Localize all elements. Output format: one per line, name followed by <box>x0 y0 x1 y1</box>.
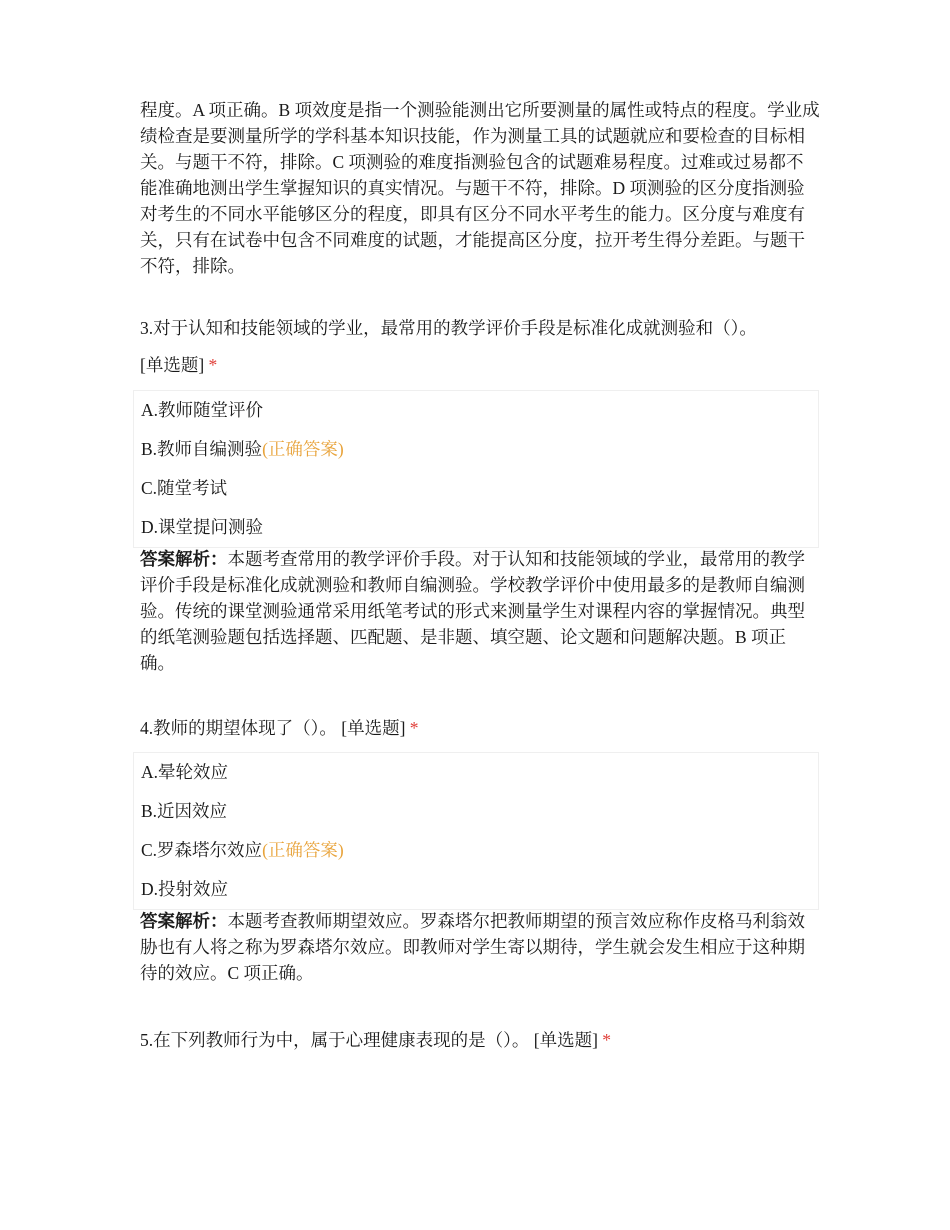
correct-answer-tag: (正确答案) <box>262 840 344 860</box>
question-3-type <box>140 352 830 378</box>
option-b[interactable] <box>134 792 818 831</box>
option-text: B.教师自编测验 <box>141 439 263 459</box>
option-text: C.罗森塔尔效应 <box>141 840 263 860</box>
required-marker: * <box>208 355 218 375</box>
option-text: B.近因效应 <box>141 801 228 821</box>
option-a[interactable] <box>134 391 818 430</box>
option-text: C.随堂考试 <box>141 478 228 498</box>
required-marker: * <box>409 718 419 738</box>
correct-answer-tag: (正确答案) <box>262 439 344 459</box>
option-c[interactable] <box>134 469 818 508</box>
question-3-analysis <box>140 546 820 676</box>
question-4-analysis <box>140 908 820 986</box>
question-type-label: [单选题] <box>140 355 205 375</box>
option-d[interactable] <box>134 870 818 909</box>
option-c[interactable] <box>134 831 818 870</box>
option-text: A.教师随堂评价 <box>141 400 264 420</box>
previous-analysis-continuation: 程度。A 项正确。B 项效度是指一个测验能测出它所要测量的属性或特点的程度。学业成绩检查是要测量所学的学科基本知识技能，作为测量工具的试题就应和要检查的目标相关。与题干不符，排除。C 项测验的难度指测验包含的试题难易程度。过难或过易都不能准确地测出学生掌握知识的真实情况。与题干不符，排除。D 项测验的区分度指测验对考生的不同水平能够区分的程度，即具有区分不同水平考生的能力。区分度与难度有关，只有在试卷中包含不同难度的试题，才能提高区分度，拉开考生得分差距。与题干不符，排除。 <box>140 100 820 276</box>
question-3-title <box>140 315 830 341</box>
option-text: A.晕轮效应 <box>141 762 229 782</box>
option-d[interactable] <box>134 508 818 547</box>
required-marker: * <box>602 1030 612 1050</box>
question-type-label: [单选题] <box>533 1030 598 1050</box>
question-type-label: [单选题] <box>341 718 406 738</box>
question-3-text: 3.对于认知和技能领域的学业，最常用的教学评价手段是标准化成就测验和（）。 <box>140 318 757 338</box>
question-4-title <box>140 715 830 741</box>
question-3-options <box>133 390 819 548</box>
question-4-text: 4.教师的期望体现了（）。 <box>140 718 337 738</box>
question-4-options <box>133 752 819 910</box>
option-text: D.课堂提问测验 <box>141 517 264 537</box>
analysis-text: 本题考查教师期望效应。罗森塔尔把教师期望的预言效应称作皮格马利翁效胁也有人将之称为罗森塔尔效应。即教师对学生寄以期待，学生就会发生相应于这种期待的效应。C 项正确。 <box>140 911 805 983</box>
option-b[interactable] <box>134 430 818 469</box>
question-5-title <box>140 1027 830 1053</box>
analysis-label: 答案解析： <box>140 549 228 569</box>
option-a[interactable] <box>134 753 818 792</box>
analysis-text: 本题考查常用的教学评价手段。对于认知和技能领域的学业，最常用的教学评价手段是标准化成就测验和教师自编测验。学校教学评价中使用最多的是教师自编测验。传统的课堂测验通常采用纸笔考试的形式来测量学生对课程内容的掌握情况。典型的纸笔测验题包括选择题、匹配题、是非题、填空题、论文题和问题解决题。B 项正确。 <box>140 549 805 673</box>
question-5-text: 5.在下列教师行为中，属于心理健康表现的是（）。 <box>140 1030 530 1050</box>
option-text: D.投射效应 <box>141 879 229 899</box>
analysis-label: 答案解析： <box>140 911 228 931</box>
